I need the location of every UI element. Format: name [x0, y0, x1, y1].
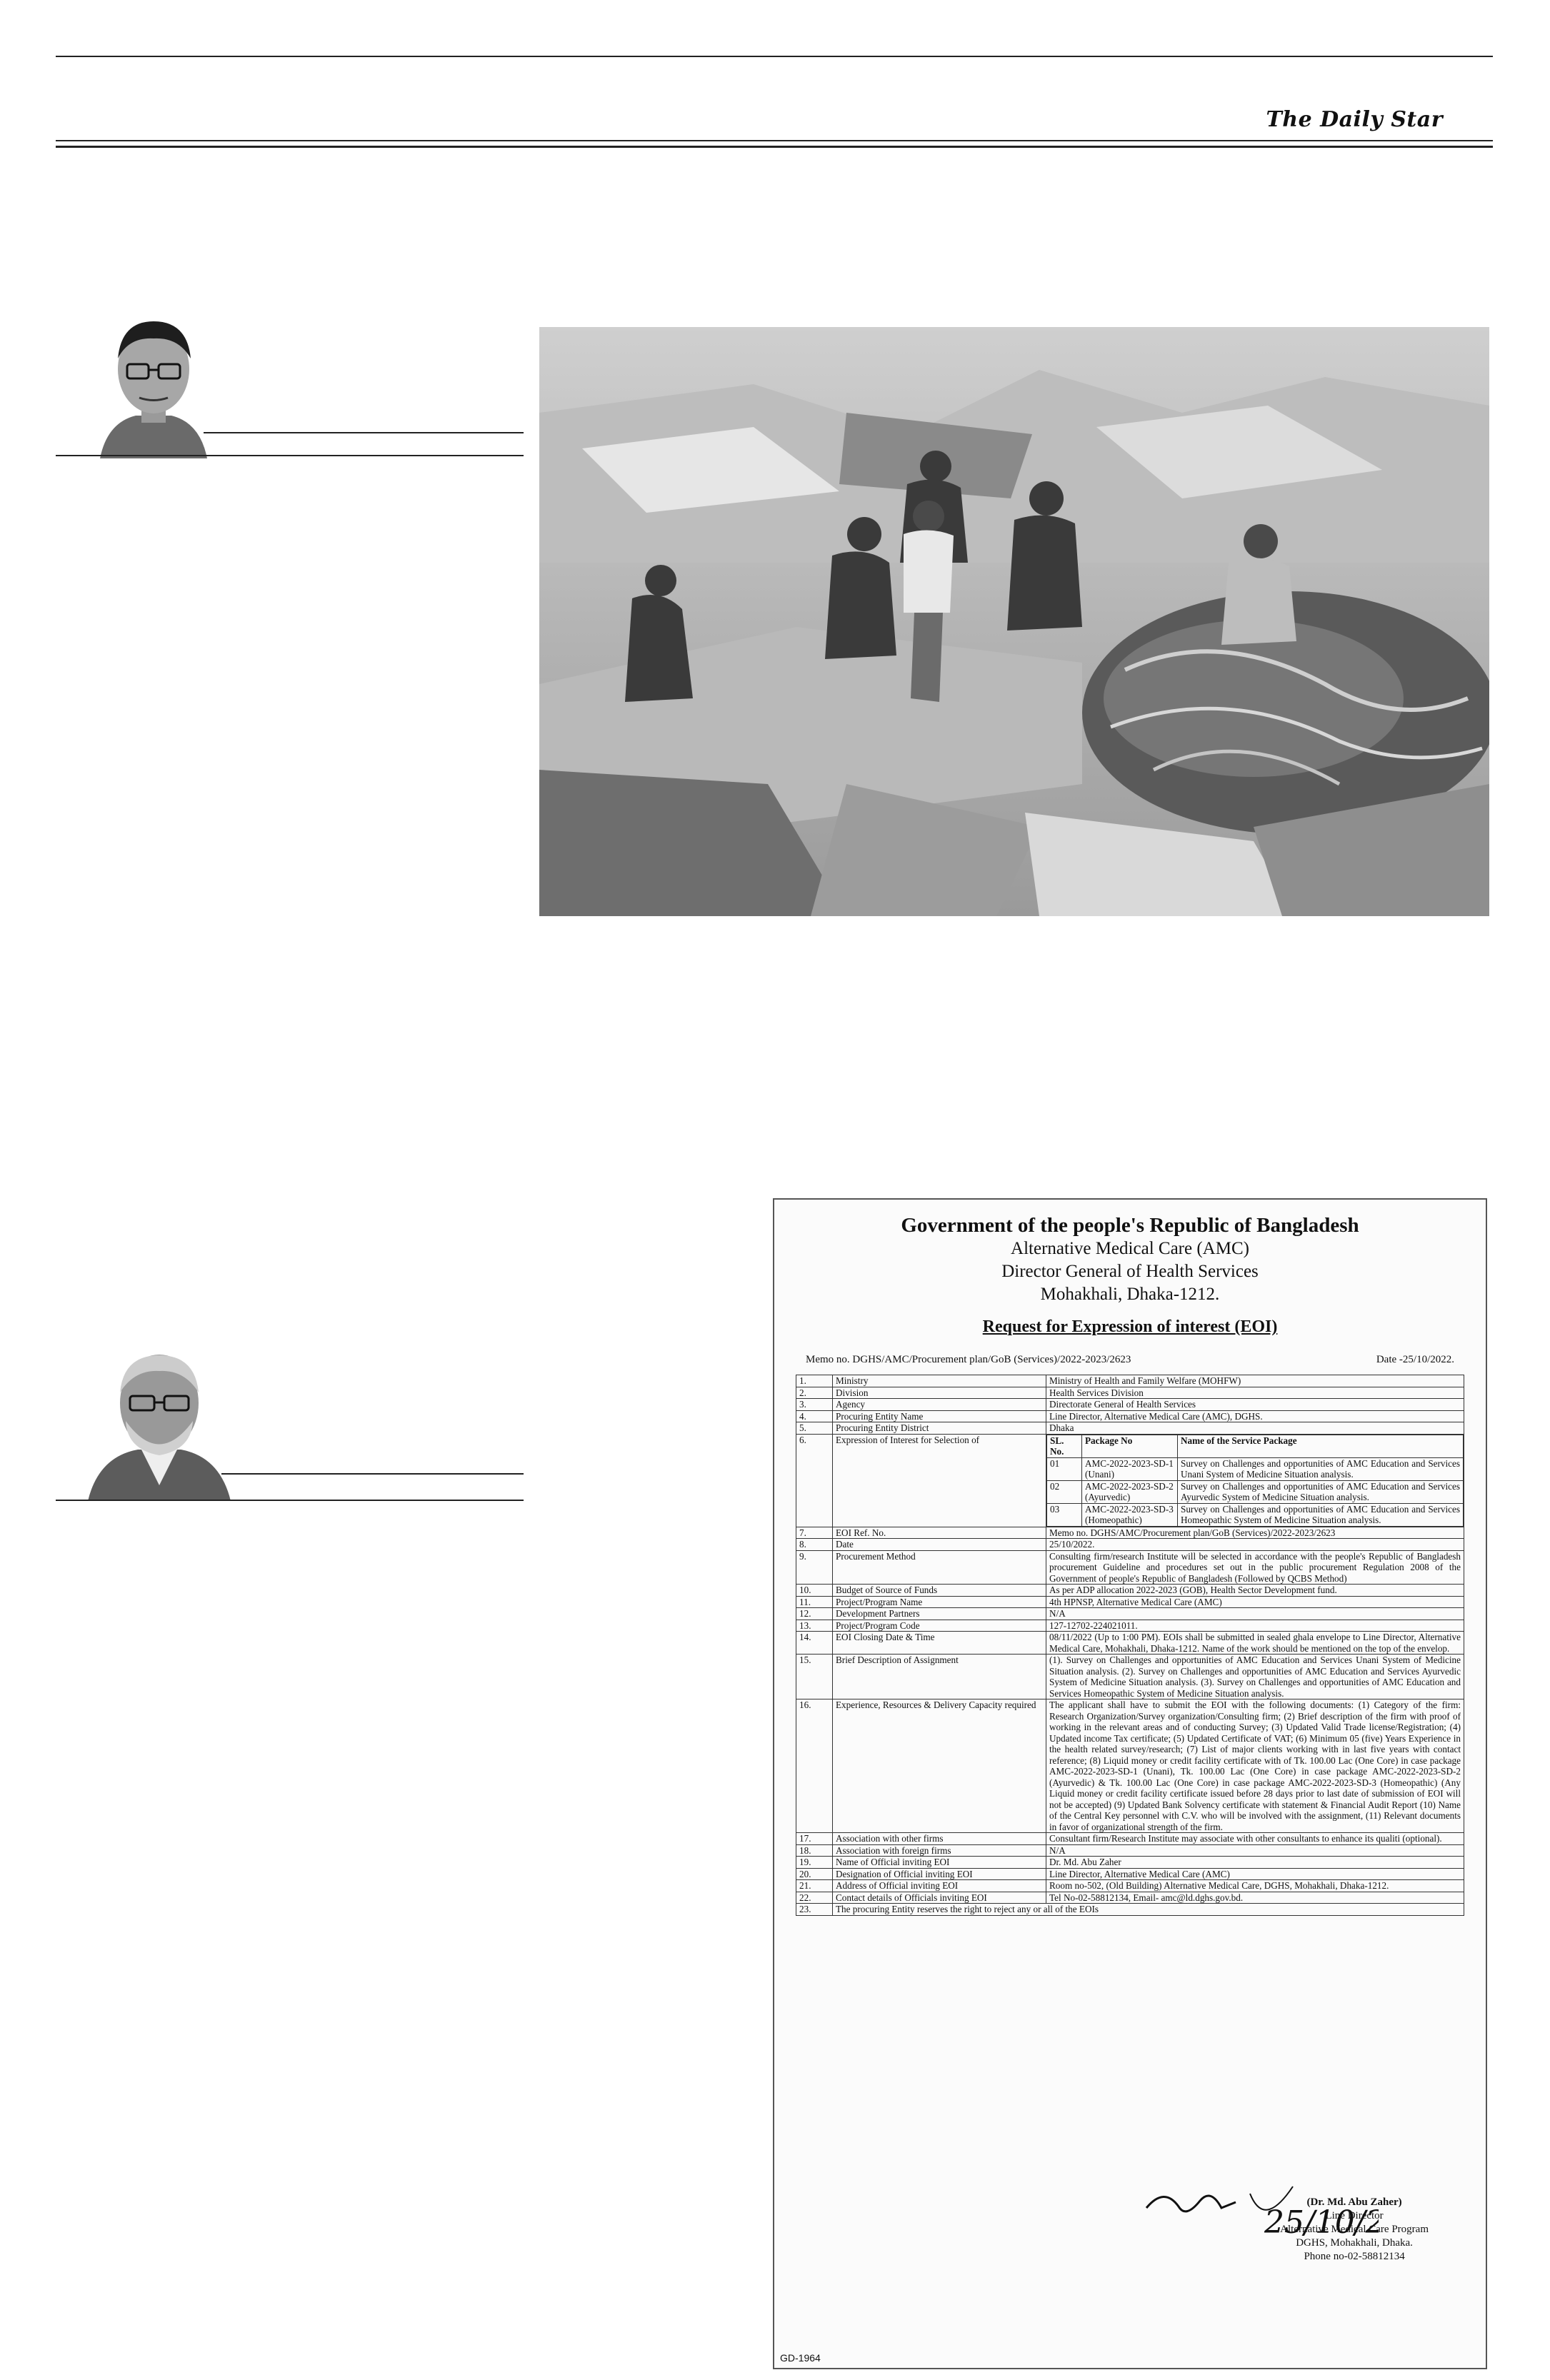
- row-number: 16.: [796, 1699, 833, 1833]
- columnist-portrait: [84, 1342, 234, 1501]
- table-row: [796, 1868, 1464, 1880]
- row-item: Association with other firms: [833, 1833, 1046, 1845]
- row-item: Development Partners: [833, 1608, 1046, 1620]
- row-number: 22.: [796, 1892, 833, 1904]
- row-item: Name of Official inviting EOI: [833, 1857, 1046, 1869]
- row-value: Line Director, Alternative Medical Care (AMC): [1046, 1868, 1464, 1880]
- row-item: Project/Program Name: [833, 1596, 1046, 1608]
- table-row: [796, 1632, 1464, 1655]
- row-number: 14.: [796, 1632, 833, 1655]
- row-item: Procurement Method: [833, 1550, 1046, 1585]
- row-item: Project/Program Code: [833, 1620, 1046, 1632]
- row-number: 3.: [796, 1399, 833, 1411]
- table-row: [796, 1434, 1464, 1527]
- package-row: [1047, 1503, 1464, 1526]
- package-no: AMC-2022-2023-SD-1 (Unani): [1082, 1457, 1178, 1480]
- package-sl: 01: [1047, 1457, 1082, 1480]
- row-value: Health Services Division: [1046, 1387, 1464, 1399]
- ad-title: Government of the people's Republic of Bangladesh: [901, 1214, 1359, 1237]
- table-row: [796, 1844, 1464, 1857]
- request-title: Request for Expression of interest (EOI): [982, 1317, 1278, 1336]
- package-sl: 02: [1047, 1480, 1082, 1503]
- row-number: 15.: [796, 1655, 833, 1699]
- row-value: 25/10/2022.: [1046, 1539, 1464, 1551]
- top-rule: [56, 56, 1493, 57]
- row-value: Ministry of Health and Family Welfare (MOHFW): [1046, 1375, 1464, 1387]
- memo-number: Memo no. DGHS/AMC/Procurement plan/GoB (Services)/2022-2023/2623: [806, 1354, 1131, 1365]
- package-no: AMC-2022-2023-SD-2 (Ayurvedic): [1082, 1480, 1178, 1503]
- row-item: Budget of Source of Funds: [833, 1585, 1046, 1597]
- package-header: SL. No.: [1047, 1435, 1082, 1457]
- row-number: 20.: [796, 1868, 833, 1880]
- row-value: The applicant shall have to submit the EOI with the following documents: (1) Category of the firm: Research Organization/Survey organization/Consulting firm; (2) Brief description of the firm with proof of working in the relevant areas and of conducting Survey; (3) Updated Valid Trade license/Registration; (4) Updated income Tax certificate; (5) Updated Certificate of VAT; (6) Minimum 05 (five) Years Experience in the health related survey/research; (7) List of major clients working with in last five years with contact reference; (8) Liquid money or credit facility certificate with of Tk. 100.00 Lac (One Core) in case package AMC-2022-2023-SD-1 (Unani), Tk. 100.00 Lac (One Core) in case package AMC-2022-2023-SD-2 (Ayurvedic) & Tk. 100.00 Lac (One Core) in case package AMC-2022-2023-SD-3 (Homeopathic) (Any Liquid money or credit facility certificate issued before 28 days prior to last date of submission of EOI will not be accepted) (9) Updated Bank Solvency certificate with statement & Financial Audit Report (10) Name of the Central Key personnel with C.V. who will be involved with the assignment, (11) Relevant documents in favor of organizational strength of the firm.: [1046, 1699, 1464, 1833]
- row-number: 1.: [796, 1375, 833, 1387]
- signatory-line: Line Director: [1325, 2210, 1384, 2221]
- signatory-line: Alternative Medical Care Program: [1280, 2224, 1429, 2235]
- row-item: Association with foreign firms: [833, 1844, 1046, 1857]
- row-number: 13.: [796, 1620, 833, 1632]
- byline-rule: [204, 432, 524, 433]
- row-value: Tel No-02-58812134, Email- amc@ld.dghs.gov.bd.: [1046, 1892, 1464, 1904]
- table-row: [796, 1596, 1464, 1608]
- table-row: [796, 1620, 1464, 1632]
- table-row: [796, 1399, 1464, 1411]
- table-row: [796, 1833, 1464, 1845]
- row-number: 21.: [796, 1880, 833, 1892]
- signature-block: [1280, 2196, 1429, 2264]
- row-value: Line Director, Alternative Medical Care (AMC), DGHS.: [1046, 1410, 1464, 1422]
- table-row: [796, 1857, 1464, 1869]
- row-number: 5.: [796, 1422, 833, 1435]
- row-item: Procuring Entity Name: [833, 1410, 1046, 1422]
- row-value: Room no-502, (Old Building) Alternative Medical Care, DGHS, Mohakhali, Dhaka-1212.: [1046, 1880, 1464, 1892]
- row-value: (1). Survey on Challenges and opportunities of AMC Education and Services Unani System of Medicine Situation analysis. (2). Survey on Challenges and opportunities of AMC Education and Services Ayurvedic System of Medicine Situation analysis. (3). Survey on Challenges and opportunities of AMC Education and Services Homeopathic System of Medicine Situation analysis.: [1046, 1655, 1464, 1699]
- table-row: [796, 1375, 1464, 1387]
- row-item: EOI Ref. No.: [833, 1527, 1046, 1539]
- row-item: Expression of Interest for Selection of: [833, 1434, 1046, 1527]
- memo-date: Date -25/10/2022.: [1376, 1354, 1454, 1365]
- gd-code: GD-1964: [780, 2352, 821, 2364]
- row-value: N/A: [1046, 1844, 1464, 1857]
- eoi-table: [796, 1375, 1464, 1916]
- masthead-logo: The Daily Star: [1266, 107, 1443, 132]
- row-number: 17.: [796, 1833, 833, 1845]
- byline-rule: [56, 455, 524, 456]
- table-row: [796, 1550, 1464, 1585]
- row-number: 4.: [796, 1410, 833, 1422]
- ad-org-line: Alternative Medical Care (AMC): [1011, 1239, 1249, 1258]
- byline-rule: [221, 1473, 524, 1475]
- memo-row: [774, 1354, 1486, 1366]
- row-number: 7.: [796, 1527, 833, 1539]
- package-header-row: [1047, 1435, 1464, 1457]
- row-item: EOI Closing Date & Time: [833, 1632, 1046, 1655]
- row-number: 18.: [796, 1844, 833, 1857]
- row-item: Ministry: [833, 1375, 1046, 1387]
- row-number: 6.: [796, 1434, 833, 1527]
- row-value: N/A: [1046, 1608, 1464, 1620]
- eoi-advertisement: [773, 1198, 1487, 2369]
- row-value: Consulting firm/research Institute will be selected in accordance with the people's Republic of Bangladesh procurement Guideline and procedures set out in the public procurement Regulation 2008 of the Government of people's Republic of Bangladesh (Followed by QCBS Method): [1046, 1550, 1464, 1585]
- package-header: Package No: [1082, 1435, 1178, 1457]
- row-number: 10.: [796, 1585, 833, 1597]
- package-sl: 03: [1047, 1503, 1082, 1526]
- row-value: Consultant firm/Research Institute may associate with other consultants to enhance its qualiti (optional).: [1046, 1833, 1464, 1845]
- table-row: [796, 1699, 1464, 1833]
- row-number: 8.: [796, 1539, 833, 1551]
- package-header: Name of the Service Package: [1178, 1435, 1464, 1457]
- row-number: 9.: [796, 1550, 833, 1585]
- row-number: 23.: [796, 1904, 833, 1916]
- table-row: [796, 1422, 1464, 1435]
- row-value: As per ADP allocation 2022-2023 (GOB), Health Sector Development fund.: [1046, 1585, 1464, 1597]
- byline-rule: [56, 1500, 524, 1501]
- row-item: Brief Description of Assignment: [833, 1655, 1046, 1699]
- package-row: [1047, 1457, 1464, 1480]
- signatory-name: (Dr. Md. Abu Zaher): [1306, 2196, 1402, 2208]
- row-item: Experience, Resources & Delivery Capacity required: [833, 1699, 1046, 1833]
- news-photo: [539, 327, 1489, 916]
- package-cell: [1046, 1434, 1464, 1527]
- row-value: The procuring Entity reserves the right to reject any or all of the EOIs: [833, 1904, 1464, 1916]
- row-item: Division: [833, 1387, 1046, 1399]
- package-row: [1047, 1480, 1464, 1503]
- table-row: [796, 1892, 1464, 1904]
- row-value: Dhaka: [1046, 1422, 1464, 1435]
- columnist-portrait: [93, 308, 214, 458]
- row-number: 19.: [796, 1857, 833, 1869]
- row-number: 2.: [796, 1387, 833, 1399]
- row-item: Date: [833, 1539, 1046, 1551]
- row-number: 12.: [796, 1608, 833, 1620]
- row-item: Designation of Official inviting EOI: [833, 1868, 1046, 1880]
- ad-org-line: Mohakhali, Dhaka-1212.: [1040, 1285, 1220, 1304]
- table-row: [796, 1655, 1464, 1699]
- table-row: [796, 1585, 1464, 1597]
- table-row: [796, 1387, 1464, 1399]
- ad-org-line: Director General of Health Services: [1001, 1262, 1259, 1281]
- package-name: Survey on Challenges and opportunities of AMC Education and Services Homeopathic System of Medicine Situation analysis.: [1178, 1503, 1464, 1526]
- table-row: [796, 1410, 1464, 1422]
- row-number: 11.: [796, 1596, 833, 1608]
- header-rule-lower: [56, 146, 1493, 148]
- row-item: Procuring Entity District: [833, 1422, 1046, 1435]
- table-row: [796, 1539, 1464, 1551]
- row-value: Dr. Md. Abu Zaher: [1046, 1857, 1464, 1869]
- package-name: Survey on Challenges and opportunities of AMC Education and Services Ayurvedic System of Medicine Situation analysis.: [1178, 1480, 1464, 1503]
- row-value: Memo no. DGHS/AMC/Procurement plan/GoB (Services)/2022-2023/2623: [1046, 1527, 1464, 1539]
- row-item: Agency: [833, 1399, 1046, 1411]
- table-row: [796, 1904, 1464, 1916]
- signature-date: 25/10/: [1264, 2204, 1366, 2241]
- signatory-line: DGHS, Mohakhali, Dhaka.: [1296, 2237, 1413, 2249]
- row-value: 08/11/2022 (Up to 1:00 PM). EOIs shall be submitted in sealed ghala envelope to Line Director, Alternative Medical Care, Mohakhali, Dhaka-1212. Name of the work should be mentioned on the top of the envelop.: [1046, 1632, 1464, 1655]
- signatory-line: Phone no-02-58812134: [1304, 2251, 1405, 2262]
- table-row: [796, 1880, 1464, 1892]
- package-no: AMC-2022-2023-SD-3 (Homeopathic): [1082, 1503, 1178, 1526]
- package-table: [1046, 1435, 1464, 1527]
- row-item: Address of Official inviting EOI: [833, 1880, 1046, 1892]
- package-name: Survey on Challenges and opportunities of AMC Education and Services Unani System of Medicine Situation analysis.: [1178, 1457, 1464, 1480]
- row-item: Contact details of Officials inviting EOI: [833, 1892, 1046, 1904]
- table-row: [796, 1527, 1464, 1539]
- row-value: 127-12702-224021011.: [1046, 1620, 1464, 1632]
- ad-header: [774, 1214, 1486, 1337]
- row-value: Directorate General of Health Services: [1046, 1399, 1464, 1411]
- header-rule-upper: [56, 140, 1493, 141]
- row-value: 4th HPNSP, Alternative Medical Care (AMC): [1046, 1596, 1464, 1608]
- table-row: [796, 1608, 1464, 1620]
